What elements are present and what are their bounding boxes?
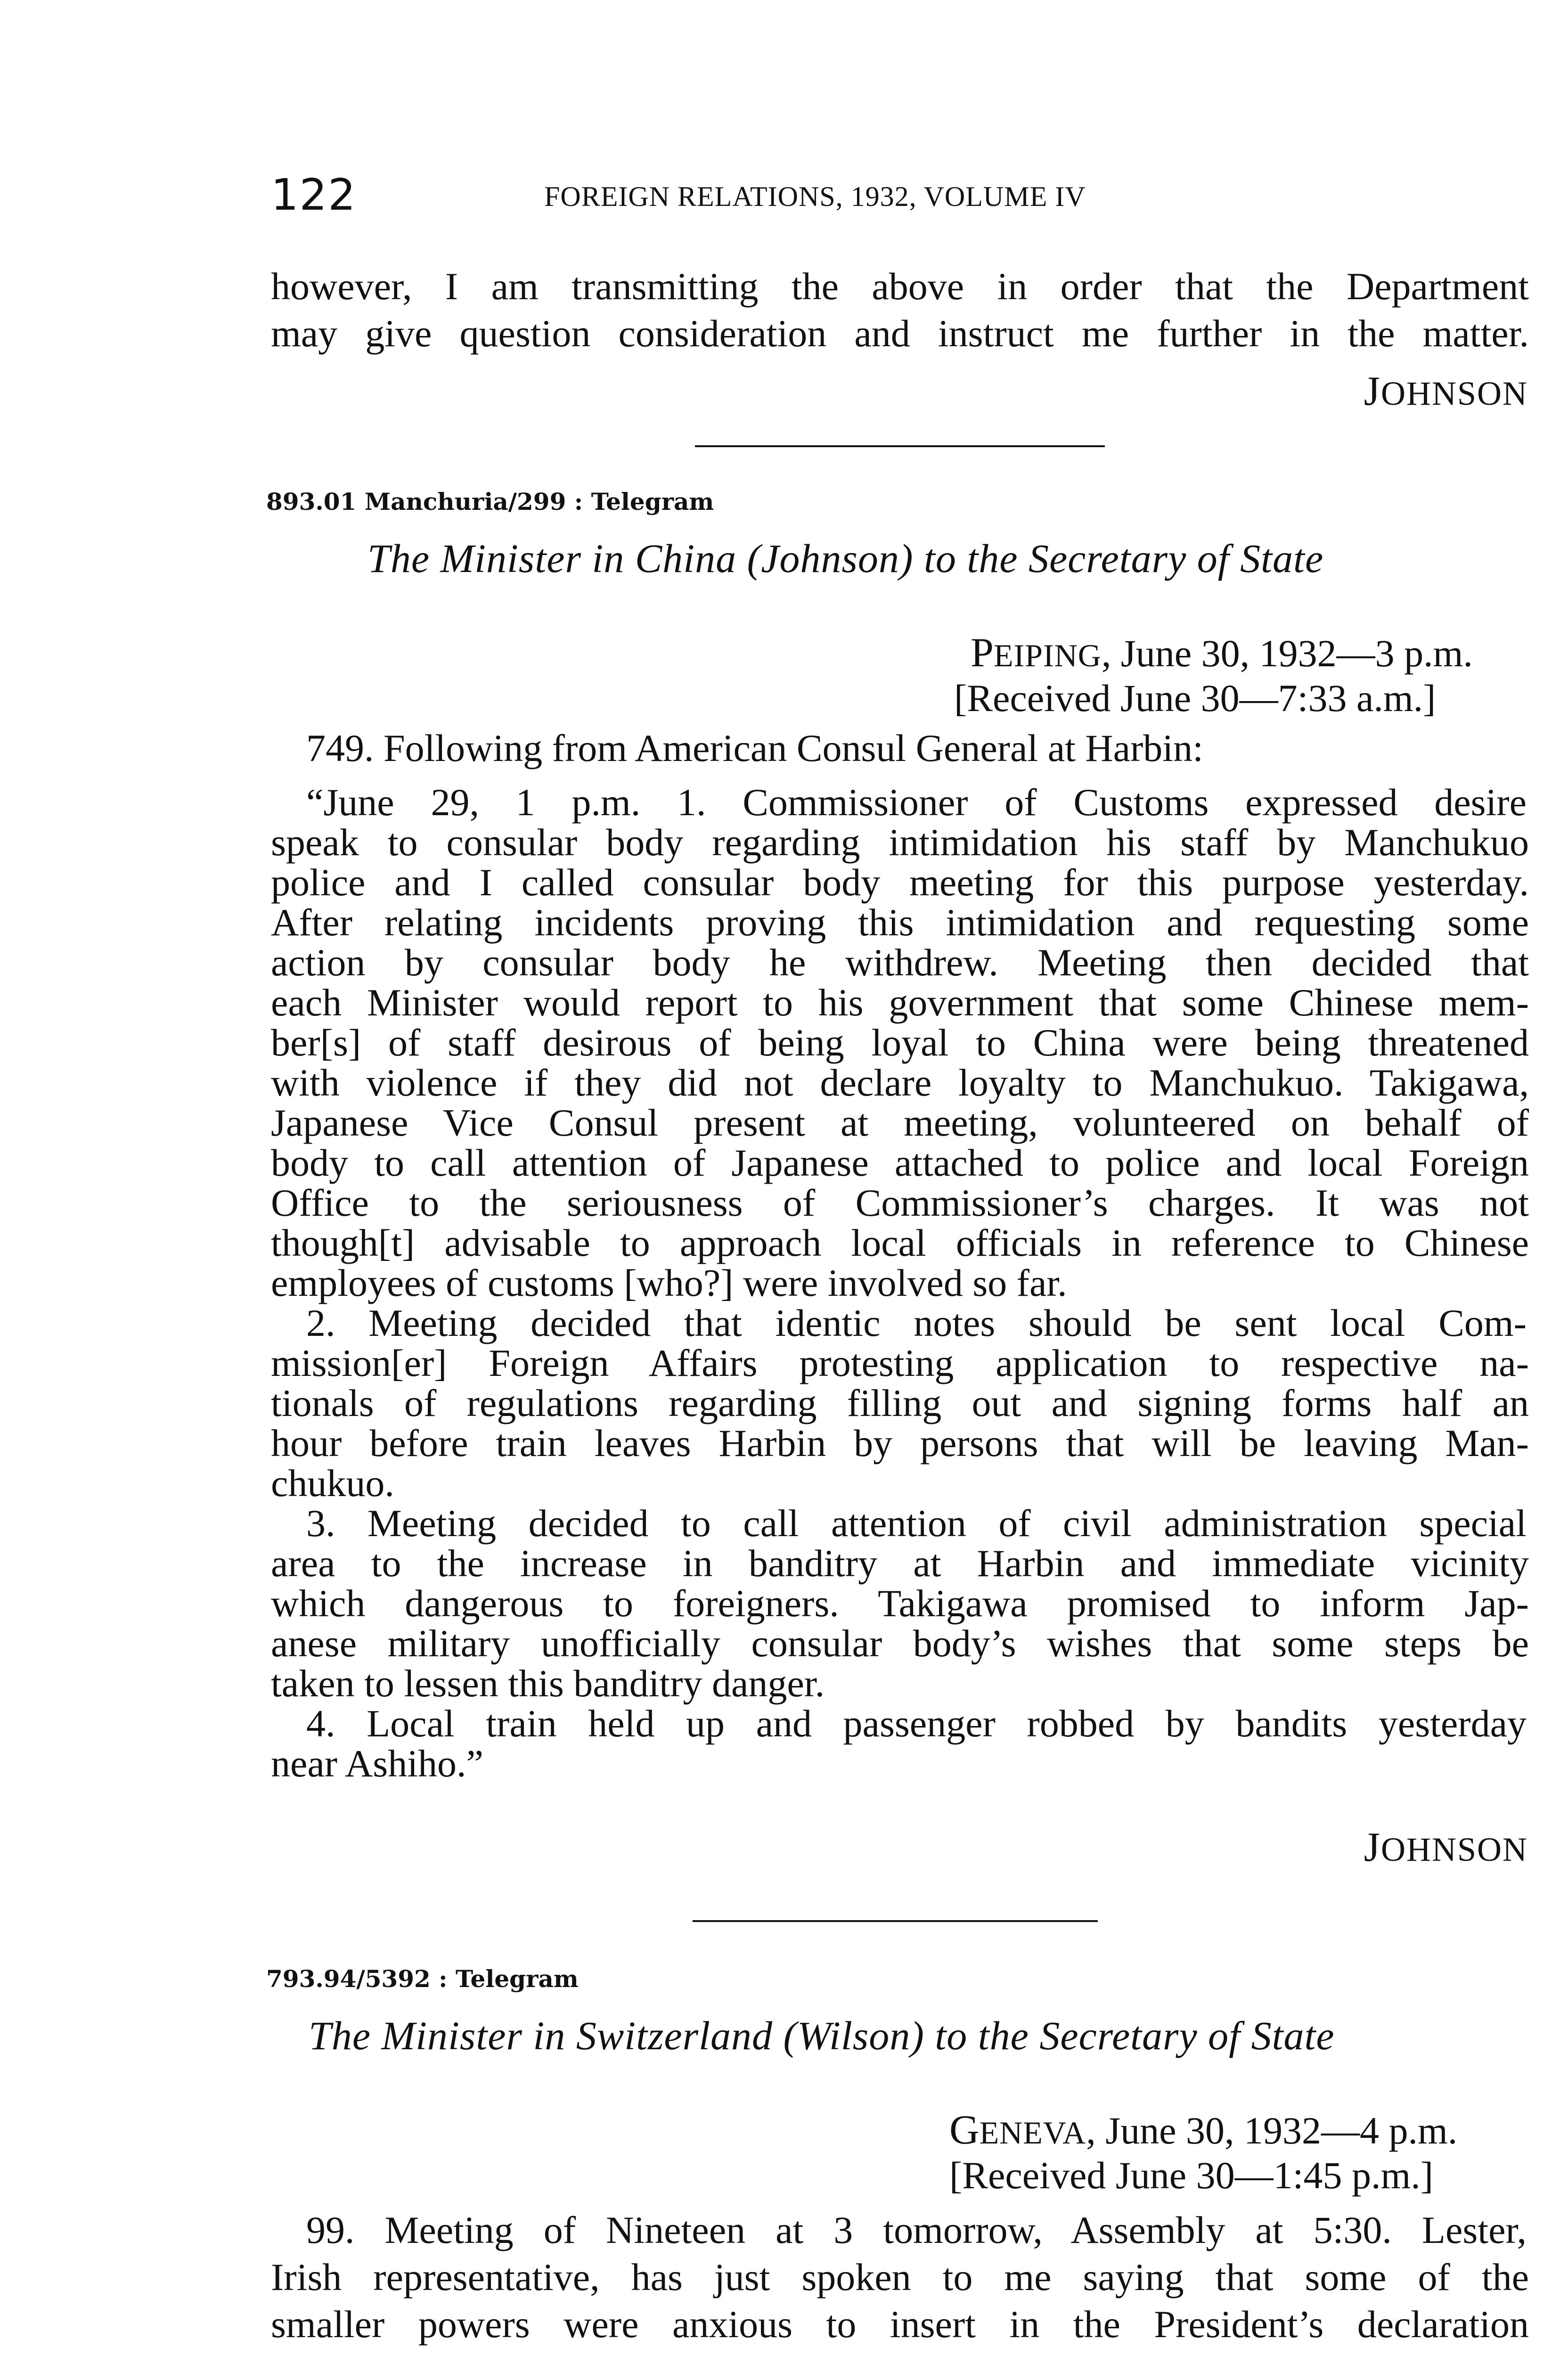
paragraph-line: taken to lessen this banditry danger.	[271, 1662, 825, 1705]
paragraph-line: mission[er] Foreign Affairs protesting application to respective na-	[271, 1342, 1529, 1384]
paragraph-line: Irish representative, has just spoken to me saying that some of the	[271, 2256, 1529, 2299]
file-reference: 893.01 Manchuria/299 : Telegram	[266, 488, 714, 515]
paragraph-line: 4. Local train held up and passenger robbed by bandits yesterday	[306, 1702, 1527, 1745]
running-head: FOREIGN RELATIONS, 1932, VOLUME IV	[544, 181, 1086, 212]
paragraph-line: chukuo.	[271, 1462, 394, 1505]
paragraph-line: “June 29, 1 p.m. 1. Commissioner of Customs expressed desire	[306, 781, 1527, 824]
paragraph-line: tionals of regulations regarding filling out and signing forms half an	[271, 1382, 1529, 1424]
received-line: [Received June 30—1:45 p.m.]	[949, 2154, 1434, 2197]
paragraph-line: which dangerous to foreigners. Takigawa promised to inform Jap-	[271, 1582, 1529, 1625]
paragraph-line: Office to the seriousness of Commissioner’s charges. It was not	[271, 1181, 1529, 1224]
paragraph-line: speak to consular body regarding intimidation his staff by Manchukuo	[271, 821, 1529, 864]
paragraph-line: After relating incidents proving this intimidation and requesting some	[271, 901, 1529, 944]
paragraph-line: Japanese Vice Consul present at meeting, volunteered on behalf of	[271, 1101, 1529, 1144]
dateline: PEIPING, June 30, 1932—3 p.m.	[971, 630, 1473, 676]
paragraph-line: though[t] advisable to approach local officials in reference to Chinese	[271, 1221, 1529, 1264]
section-divider	[693, 1920, 1098, 1922]
received-line: [Received June 30—7:33 a.m.]	[954, 677, 1436, 720]
paragraph-line: police and I called consular body meeting for this purpose yesterday.	[271, 861, 1529, 904]
paragraph-line: anese military unofficially consular body’s wishes that some steps be	[271, 1622, 1529, 1665]
continuation-line: however, I am transmitting the above in order that the Department	[271, 265, 1529, 308]
paragraph-line: each Minister would report to his government that some Chinese mem-	[271, 981, 1529, 1024]
paragraph-line: employees of customs [who?] were involved so far.	[271, 1261, 1067, 1304]
paragraph-line: 99. Meeting of Nineteen at 3 tomorrow, Assembly at 5:30. Lester,	[306, 2209, 1527, 2251]
section-divider	[695, 445, 1105, 447]
paragraph-line: 2. Meeting decided that identic notes should be sent local Com-	[306, 1301, 1527, 1344]
telegram-intro: 749. Following from American Consul General at Harbin:	[306, 727, 1203, 769]
paragraph-line: action by consular body he withdrew. Meeting then decided that	[271, 941, 1529, 984]
paragraph-line: area to the increase in banditry at Harbin and immediate vicinity	[271, 1542, 1529, 1585]
document-title: The Minister in Switzerland (Wilson) to the Secretary of State	[309, 2013, 1335, 2058]
paragraph-line: ber[s] of staff desirous of being loyal to China were being threatened	[271, 1021, 1529, 1064]
page-number: 122	[271, 170, 357, 220]
signature-johnson-1: JOHNSON	[1364, 368, 1528, 414]
paragraph-line: near Ashiho.”	[271, 1742, 483, 1785]
continuation-line: may give question consideration and instruct me further in the matter.	[271, 312, 1529, 355]
paragraph-line: body to call attention of Japanese attached to police and local Foreign	[271, 1141, 1529, 1184]
paragraph-line: smaller powers were anxious to insert in the President’s declaration	[271, 2303, 1529, 2346]
paragraph-line: with violence if they did not declare loyalty to Manchukuo. Takigawa,	[271, 1061, 1529, 1104]
document-title: The Minister in China (Johnson) to the Secretary of State	[368, 536, 1324, 581]
signature-johnson-2: JOHNSON	[1364, 1824, 1528, 1870]
paragraph-line: hour before train leaves Harbin by persons that will be leaving Man-	[271, 1422, 1529, 1464]
file-reference: 793.94/5392 : Telegram	[266, 1965, 579, 1993]
dateline: GENEVA, June 30, 1932—4 p.m.	[949, 2107, 1458, 2153]
paragraph-line: 3. Meeting decided to call attention of civil administration special	[306, 1502, 1527, 1545]
